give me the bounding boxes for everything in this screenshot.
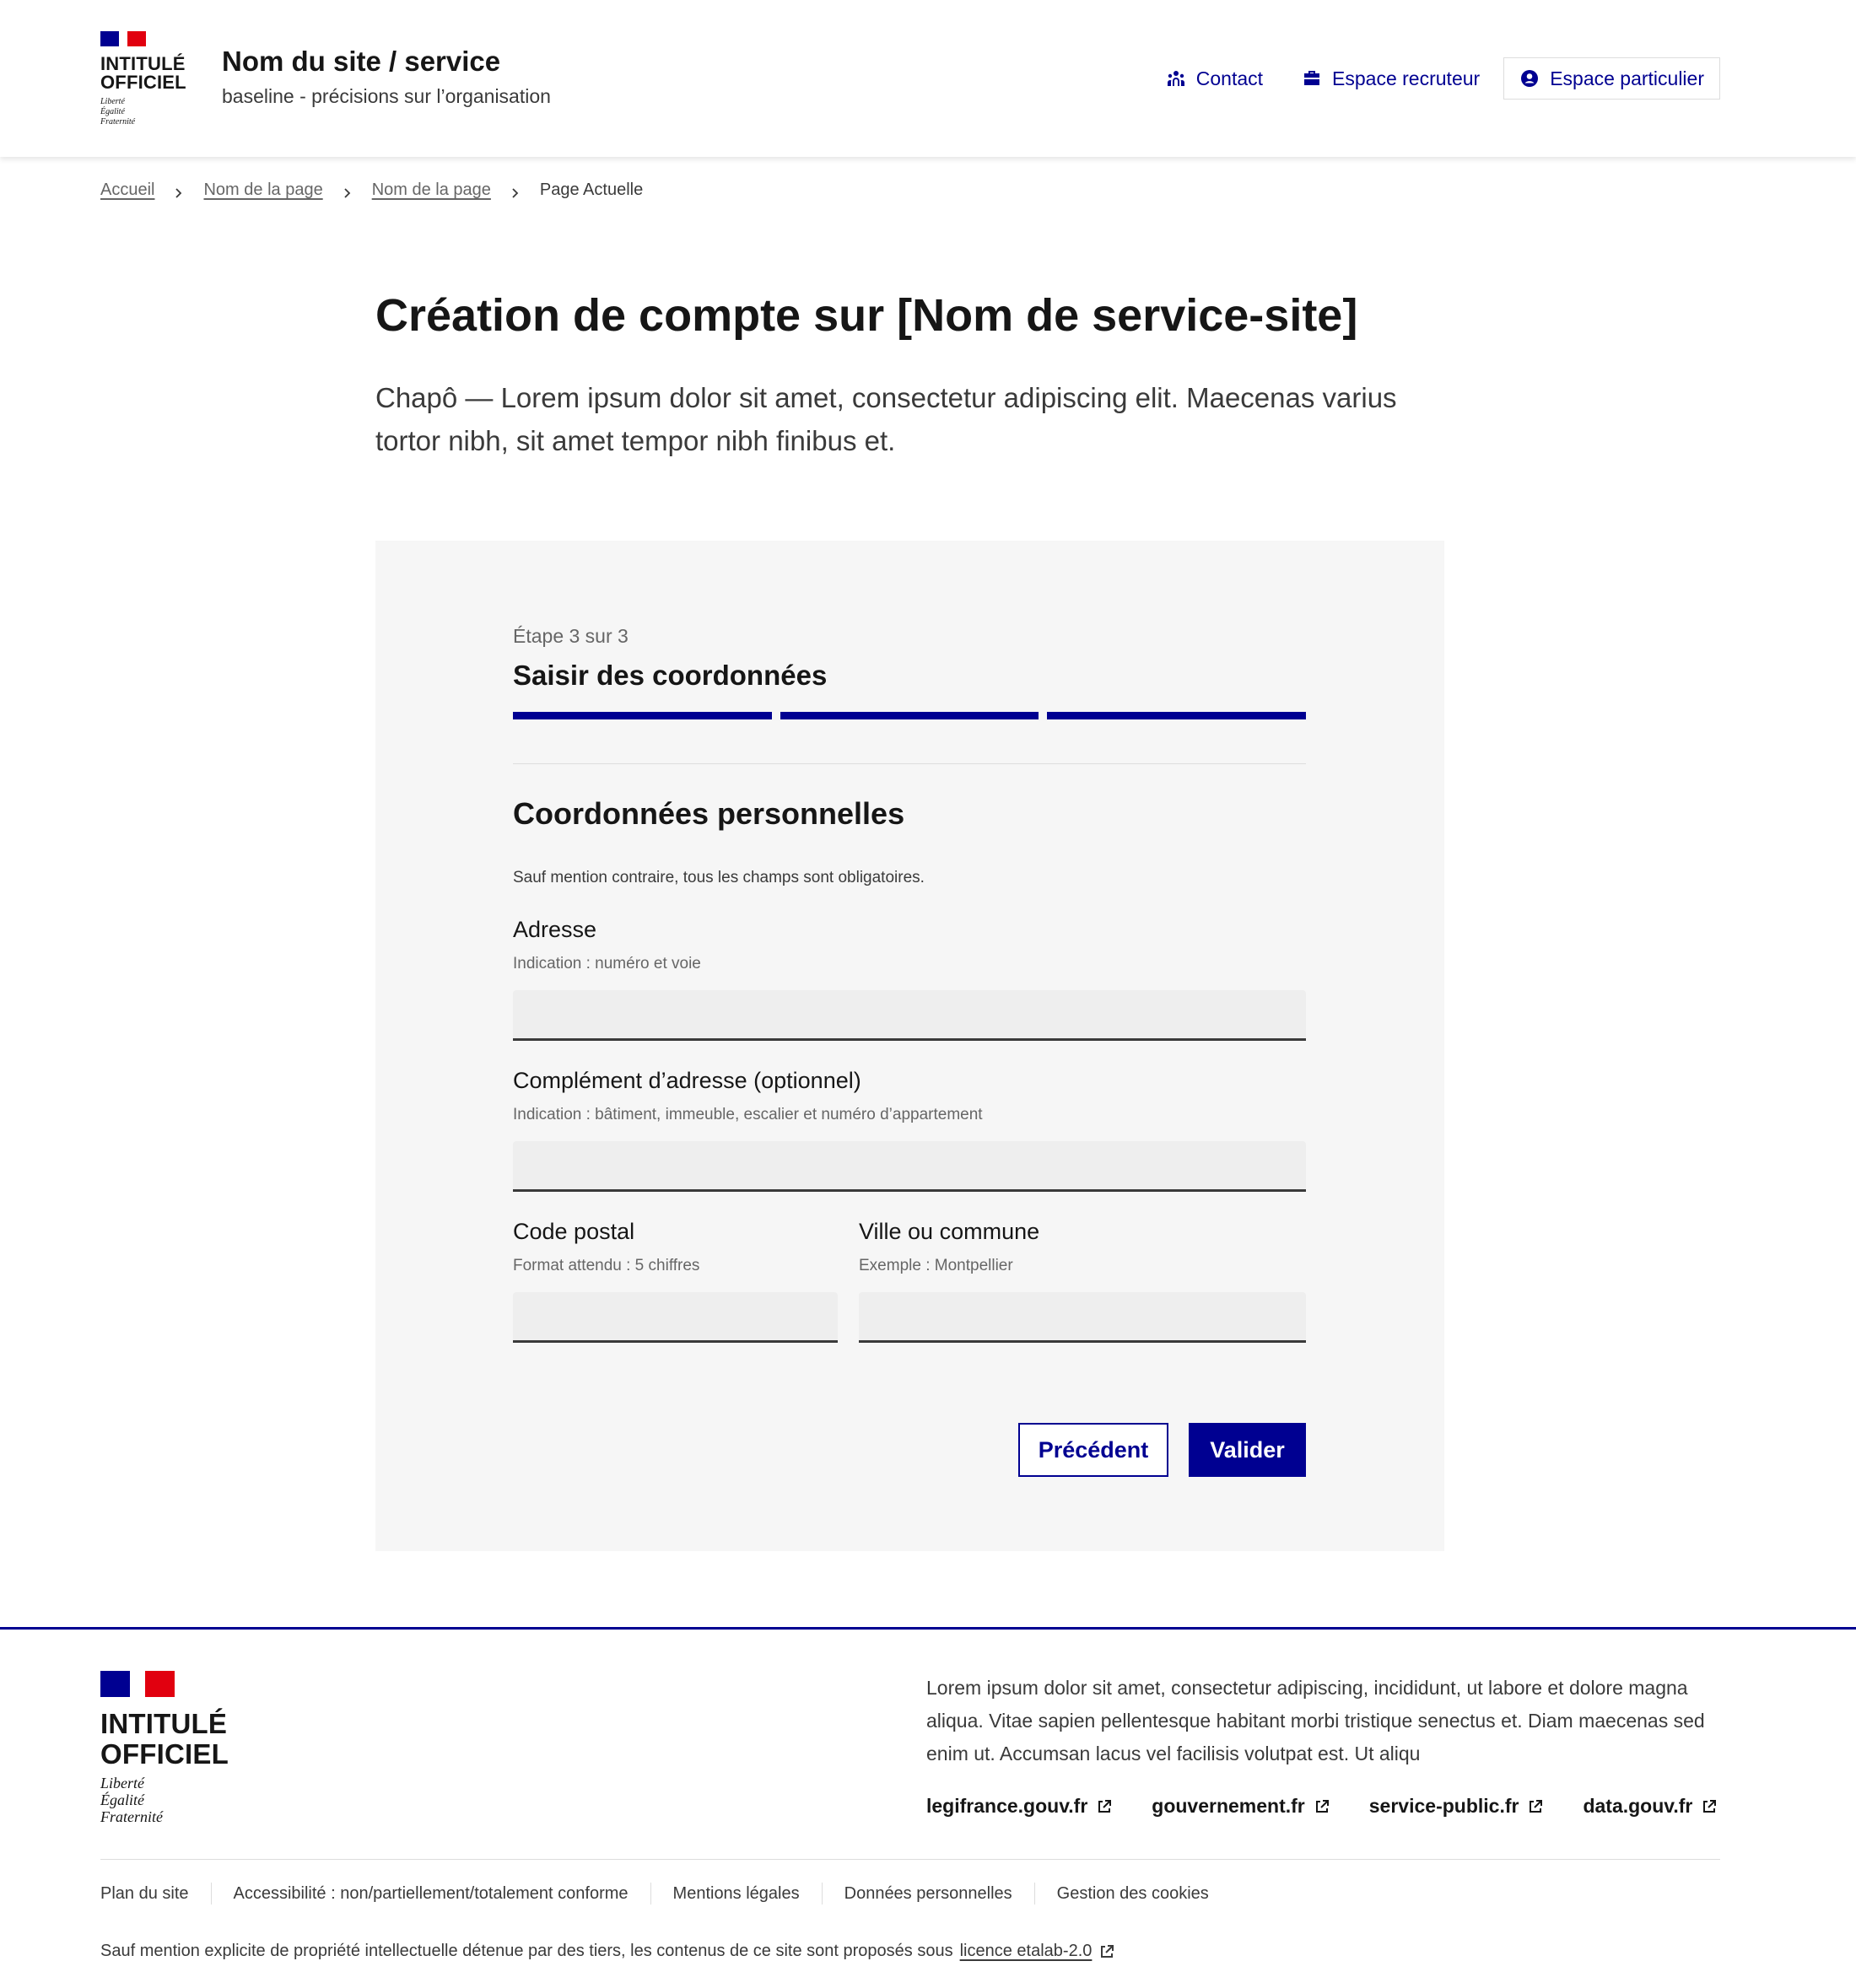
briefcase-icon (1302, 68, 1322, 89)
signup-form-card (375, 541, 1444, 1551)
chevron-right-icon (342, 185, 353, 197)
team-icon (1166, 68, 1186, 89)
footer-link-service-public[interactable] (1369, 1795, 1545, 1818)
license-link[interactable]: licence etalab-2.0 (959, 1942, 1093, 1960)
address2-input[interactable] (513, 1141, 1306, 1192)
city-label: Ville ou commune (859, 1219, 1040, 1244)
address-label: Adresse (513, 917, 597, 942)
footer-divider (100, 1859, 1720, 1860)
personal-space-label: Espace particulier (1550, 67, 1704, 89)
step-counter: Étape 3 sur 3 (513, 625, 629, 647)
breadcrumb-home[interactable]: Accueil (100, 180, 155, 199)
license-text: Sauf mention explicite de propriété intellectuelle détenue par des tiers, les contenus de ce site sont proposés sous (100, 1942, 953, 1960)
external-link-icon (1096, 1798, 1113, 1815)
footer-bottom-legal[interactable]: Mentions légales (672, 1883, 800, 1903)
header-logo[interactable] (100, 31, 185, 127)
footer-logo-title: INTITULÉ OFFICIEL (100, 1708, 229, 1770)
footer-link-label: service-public.fr (1368, 1795, 1519, 1817)
previous-button[interactable]: Précédent (1018, 1423, 1168, 1477)
footer-description: Lorem ipsum dolor sit amet, consectetur adipiscing, incididunt, ut labore et dolore magna aliqua. Vitae sapien pellentesque habitant morbi tristique senectus et. Diam maecenas sed enim ut. Accumsan lacus vel facilisis volutpat est. Ut aliqu (926, 1677, 1705, 1764)
page-lead: Chapô — Lorem ipsum dolor sit amet, consectetur adipiscing elit. Maecenas varius tortor nibh, sit amet tempor nibh finibus et. (375, 382, 1397, 456)
recruiter-space-link[interactable] (1287, 58, 1495, 99)
postal-code-input[interactable] (513, 1292, 838, 1343)
external-link-icon (1527, 1798, 1544, 1815)
footer-separator (211, 1883, 212, 1904)
stepper-segment-1 (513, 712, 772, 719)
breadcrumb-page-2[interactable]: Nom de la page (371, 180, 491, 199)
stepper-progress (513, 712, 1306, 719)
city-input[interactable] (859, 1292, 1306, 1343)
address2-hint: Indication : bâtiment, immeuble, escalier et numéro d’appartement (513, 1106, 983, 1123)
postal-code-label: Code postal (513, 1219, 635, 1244)
footer-link-gouvernement[interactable] (1152, 1795, 1330, 1818)
service-tagline: baseline - précisions sur l’organisation (222, 85, 551, 107)
footer-bottom-sitemap[interactable]: Plan du site (100, 1883, 189, 1903)
footer-link-legifrance[interactable] (926, 1795, 1113, 1818)
stepper-segment-3 (1047, 712, 1306, 719)
form-divider (513, 763, 1306, 764)
footer-separator (650, 1883, 651, 1904)
contact-link[interactable] (1151, 58, 1278, 99)
chevron-right-icon (510, 185, 521, 197)
service-title[interactable]: Nom du site / service (222, 46, 501, 77)
external-link-icon (1314, 1798, 1330, 1815)
external-link-icon (1701, 1798, 1718, 1815)
address-input[interactable] (513, 990, 1306, 1041)
external-link-icon (1098, 1943, 1115, 1960)
address2-label: Complément d’adresse (optionnel) (513, 1068, 861, 1093)
footer-separator (822, 1883, 823, 1904)
footer-bottom-cookies[interactable]: Gestion des cookies (1056, 1883, 1209, 1903)
logo-title: INTITULÉ OFFICIEL (100, 53, 186, 93)
footer-partner-links (926, 1795, 1718, 1818)
contact-link-label: Contact (1195, 67, 1264, 89)
section-title: Coordonnées personnelles (513, 796, 905, 831)
site-footer (0, 1627, 1856, 1988)
footer-link-data-gouv[interactable] (1583, 1795, 1718, 1818)
footer-link-label: gouvernement.fr (1152, 1795, 1305, 1817)
site-header (0, 0, 1856, 157)
submit-button[interactable]: Valider (1189, 1423, 1306, 1477)
required-fields-note: Sauf mention contraire, tous les champs sont obligatoires. (513, 869, 925, 886)
marianne-flag-icon (100, 1671, 175, 1697)
footer-separator (1034, 1883, 1035, 1904)
footer-link-label: data.gouv.fr (1583, 1795, 1693, 1817)
breadcrumb-current: Page Actuelle (539, 180, 644, 199)
city-hint: Exemple : Montpellier (859, 1257, 1013, 1274)
footer-bottom-links (100, 1883, 1209, 1904)
breadcrumb-page-1[interactable]: Nom de la page (203, 180, 323, 199)
account-icon (1519, 68, 1540, 89)
chevron-right-icon (173, 185, 185, 197)
page-title: Création de compte sur [Nom de service-site] (375, 290, 1358, 341)
footer-license (100, 1942, 1115, 1961)
step-title: Saisir des coordonnées (513, 660, 828, 691)
footer-logo[interactable] (100, 1671, 229, 1825)
footer-bottom-accessibility[interactable]: Accessibilité : non/partiellement/totalement conforme (233, 1883, 629, 1903)
footer-logo-motto: Liberté Égalité Fraternité (100, 1775, 163, 1825)
stepper-segment-2 (780, 712, 1039, 719)
marianne-flag-icon (100, 31, 146, 46)
footer-bottom-privacy[interactable]: Données personnelles (844, 1883, 1012, 1903)
logo-motto: Liberté Égalité Fraternité (100, 97, 136, 127)
recruiter-space-label: Espace recruteur (1332, 67, 1481, 89)
postal-code-hint: Format attendu : 5 chiffres (513, 1257, 700, 1274)
breadcrumb (100, 180, 643, 200)
header-quick-links (1151, 57, 1720, 100)
personal-space-button[interactable] (1503, 57, 1720, 100)
footer-link-label: legifrance.gouv.fr (926, 1795, 1088, 1817)
address-hint: Indication : numéro et voie (513, 955, 701, 972)
